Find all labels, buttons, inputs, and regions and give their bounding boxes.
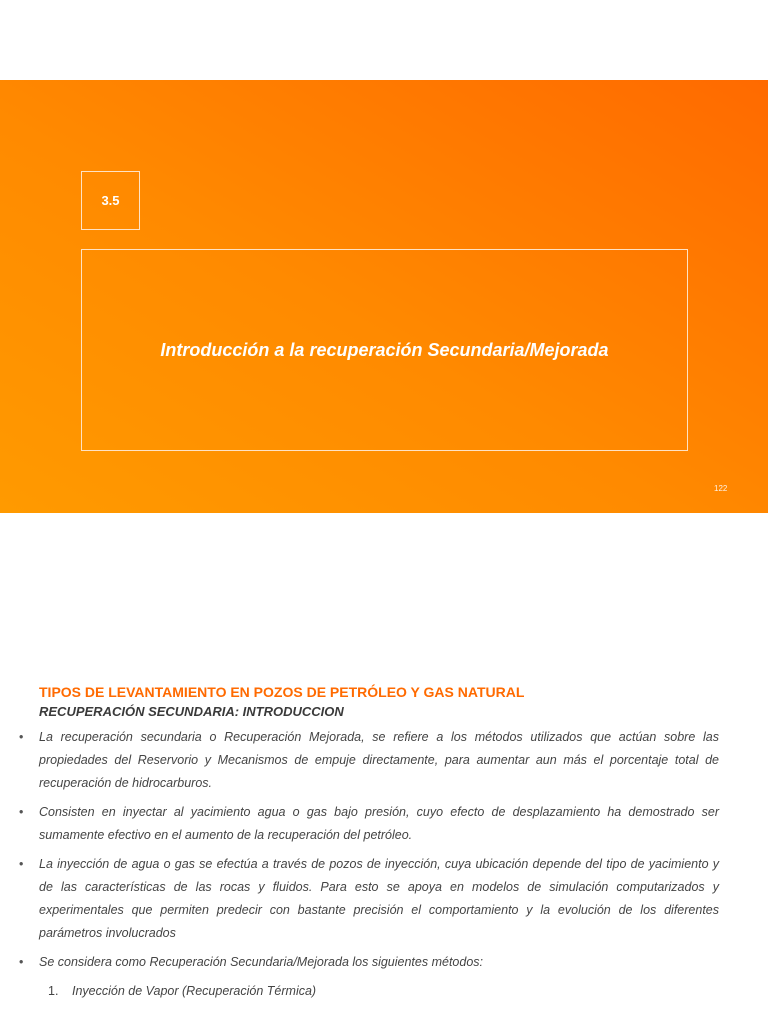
slide-page-number: 122 <box>714 484 728 493</box>
section-title-slide <box>0 80 768 513</box>
method-label: Inyección de Vapor (Recuperación Térmica) <box>72 984 317 998</box>
section-title: Introducción a la recuperación Secundaria/Mejorada <box>160 339 609 360</box>
methods-list <box>0 980 768 1003</box>
bullet-list <box>0 726 768 1003</box>
method-number: 1. <box>48 984 59 998</box>
bullet-marker: • <box>19 955 24 969</box>
bullet-item <box>19 853 719 945</box>
bullet-text: La inyección de agua o gas se efectúa a través de pozos de inyección, cuya ubicación depende del tipo de yacimiento y de las características de las rocas y fluidos. Para esto se apoya en modelos de simulación computarizados y experimentales que permiten predecir con bastante precisión el comportamiento y la evolución de los diferentes parámetros involucrados <box>39 857 719 940</box>
section-title-box <box>81 249 688 451</box>
bullet-text: Se considera como Recuperación Secundaria/Mejorada los siguientes métodos: <box>39 955 484 969</box>
bullet-item <box>19 726 719 795</box>
content-subheading: RECUPERACIÓN SECUNDARIA: INTRODUCCION <box>39 704 344 719</box>
content-heading: TIPOS DE LEVANTAMIENTO EN POZOS DE PETRÓLEO Y GAS NATURAL <box>39 684 525 700</box>
methods-list-container <box>0 980 768 1003</box>
section-number: 3.5 <box>101 193 120 208</box>
section-number-box <box>81 171 140 230</box>
bullet-marker: • <box>19 857 24 871</box>
method-item <box>48 980 768 1003</box>
bullet-marker: • <box>19 805 24 819</box>
bullet-text: La recuperación secundaria o Recuperación Mejorada, se refiere a los métodos utilizados que actúan sobre las propiedades del Reservorio y Mecanismos de empuje directamente, para aumentar aun más el porcentaje total de recuperación de hidrocarburos. <box>39 730 719 790</box>
bullet-item <box>19 801 719 847</box>
bullet-text: Consisten en inyectar al yacimiento agua o gas bajo presión, cuyo efecto de desplazamiento ha demostrado ser sumamente efectivo en el aumento de la recuperación del petróleo. <box>39 805 719 842</box>
bullet-marker: • <box>19 730 24 744</box>
bullet-item <box>19 951 719 974</box>
